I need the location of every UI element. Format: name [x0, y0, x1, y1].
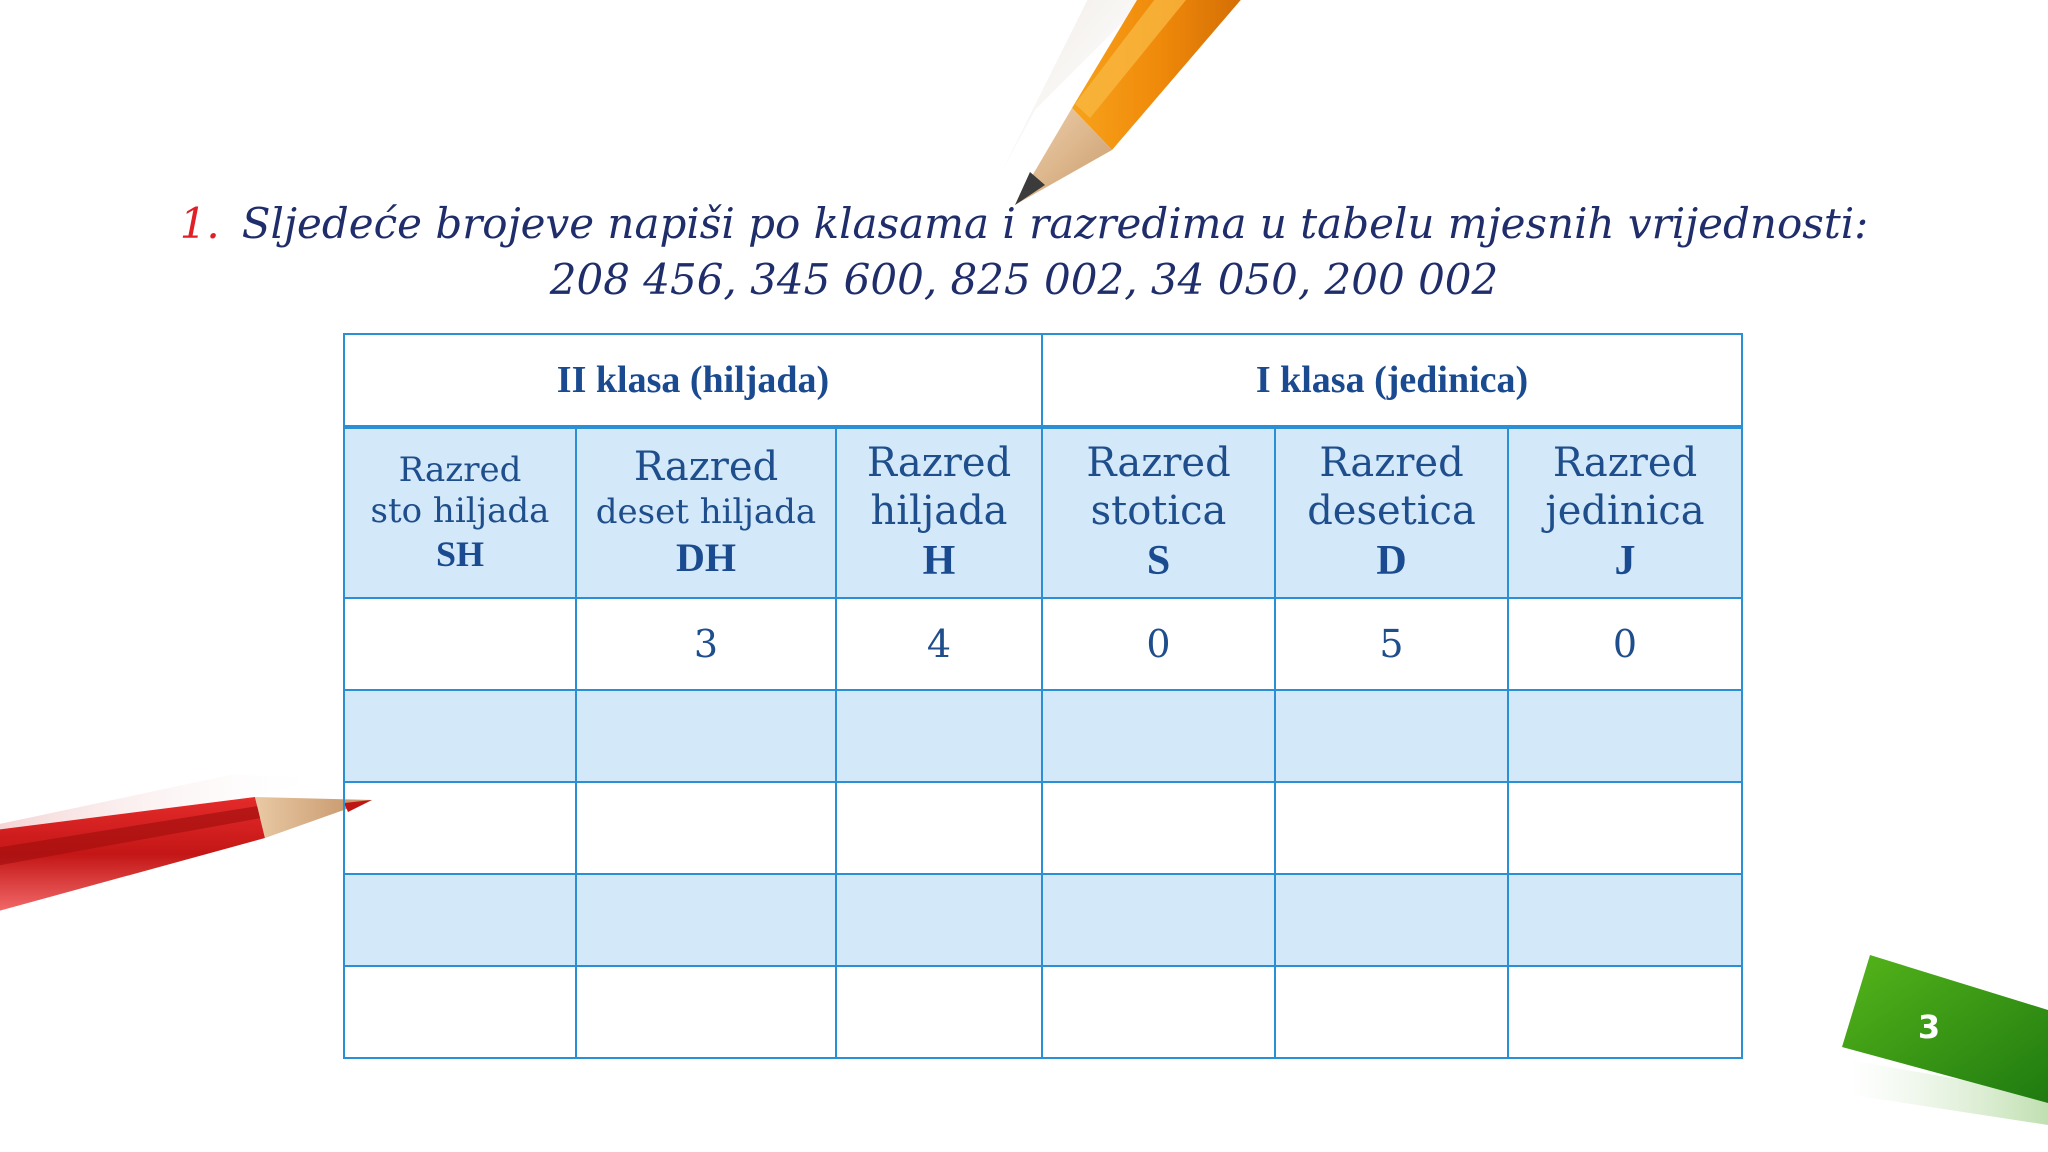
table-cell[interactable] — [1275, 966, 1508, 1058]
table-cell[interactable] — [344, 690, 576, 782]
table-cell[interactable] — [1042, 782, 1275, 874]
table-cell[interactable] — [344, 782, 576, 874]
table-cell[interactable] — [1508, 782, 1742, 874]
rank-header-hundreds: Razred stotica S — [1042, 427, 1275, 598]
table-row — [344, 598, 1742, 690]
rank-header-tens: Razred desetica D — [1275, 427, 1508, 598]
table-cell[interactable] — [344, 598, 576, 690]
table-cell[interactable] — [1042, 966, 1275, 1058]
table-cell[interactable] — [836, 690, 1042, 782]
table-row — [344, 690, 1742, 782]
exercise-number: 1. — [179, 199, 220, 248]
table-cell[interactable] — [1508, 966, 1742, 1058]
table-cell[interactable]: 4 — [836, 598, 1042, 690]
place-value-table — [343, 333, 1743, 1059]
table-cell[interactable] — [836, 874, 1042, 966]
class-units-header: I klasa (jedinica) — [1042, 334, 1742, 427]
table-cell[interactable] — [576, 690, 836, 782]
rank-header-row — [344, 427, 1742, 598]
table-row — [344, 782, 1742, 874]
table-cell[interactable] — [576, 874, 836, 966]
rank-header-ten-thousands: Razred deset hiljada DH — [576, 427, 836, 598]
class-thousands-header: II klasa (hiljada) — [344, 334, 1042, 427]
table-cell[interactable] — [1042, 690, 1275, 782]
exercise-title — [0, 196, 2048, 308]
table-cell[interactable] — [836, 782, 1042, 874]
table-row — [344, 966, 1742, 1058]
page-number: 3 — [1917, 1008, 1941, 1046]
table-cell[interactable] — [344, 966, 576, 1058]
number-list: 208 456, 345 600, 825 002, 34 050, 200 002 — [549, 255, 1499, 304]
table-cell[interactable] — [1275, 690, 1508, 782]
table-cell[interactable]: 0 — [1508, 598, 1742, 690]
instruction-text: Sljedeće brojeve napiši po klasama i razredima u tabelu mjesnih vrijednosti: — [241, 199, 1869, 248]
table-cell[interactable] — [1508, 874, 1742, 966]
table-cell[interactable] — [576, 966, 836, 1058]
table-cell[interactable] — [344, 874, 576, 966]
table-cell[interactable] — [1508, 690, 1742, 782]
table-cell[interactable]: 5 — [1275, 598, 1508, 690]
table-cell[interactable]: 0 — [1042, 598, 1275, 690]
table-cell[interactable]: 3 — [576, 598, 836, 690]
rank-header-units: Razred jedinica J — [1508, 427, 1742, 598]
rank-header-thousands: Razred hiljada H — [836, 427, 1042, 598]
table-cell[interactable] — [836, 966, 1042, 1058]
table-cell[interactable] — [576, 782, 836, 874]
table-cell[interactable] — [1275, 874, 1508, 966]
class-header-row — [344, 334, 1742, 427]
rank-header-hundred-thousands: Razred sto hiljada SH — [344, 427, 576, 598]
table-cell[interactable] — [1042, 874, 1275, 966]
table-row — [344, 874, 1742, 966]
instruction-line — [0, 196, 2048, 252]
table-cell[interactable] — [1275, 782, 1508, 874]
